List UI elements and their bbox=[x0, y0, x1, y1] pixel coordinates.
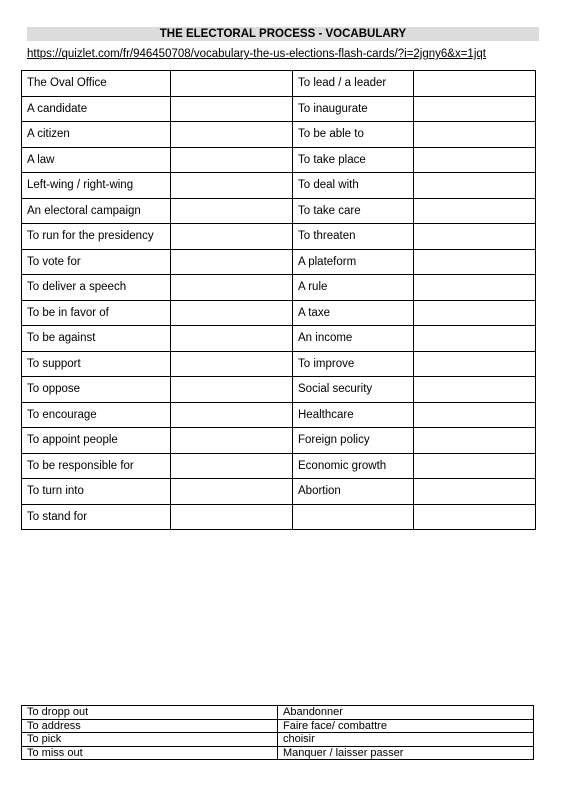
page-title: THE ELECTORAL PROCESS - VOCABULARY bbox=[27, 27, 539, 41]
term-cell: A citizen bbox=[22, 122, 171, 148]
extra-vocabulary-table bbox=[21, 705, 534, 760]
translation-blank-cell[interactable] bbox=[171, 173, 293, 199]
table-row bbox=[22, 706, 534, 720]
term-cell: To be in favor of bbox=[22, 300, 171, 326]
translation-blank-cell[interactable] bbox=[171, 122, 293, 148]
table-row bbox=[22, 275, 536, 301]
term-cell: To turn into bbox=[22, 479, 171, 505]
table-row bbox=[22, 479, 536, 505]
translation-blank-cell[interactable] bbox=[171, 71, 293, 97]
table-row bbox=[22, 326, 536, 352]
translation-blank-cell[interactable] bbox=[171, 249, 293, 275]
translation-blank-cell[interactable] bbox=[414, 224, 536, 250]
table-row bbox=[22, 733, 534, 747]
term-cell: An income bbox=[293, 326, 414, 352]
translation-blank-cell[interactable] bbox=[414, 326, 536, 352]
term-cell: Social security bbox=[293, 377, 414, 403]
translation-blank-cell[interactable] bbox=[414, 428, 536, 454]
translation-blank-cell[interactable] bbox=[414, 147, 536, 173]
table-row bbox=[22, 402, 536, 428]
table-row bbox=[22, 428, 536, 454]
translation-blank-cell[interactable] bbox=[171, 96, 293, 122]
translation-blank-cell[interactable] bbox=[414, 402, 536, 428]
translation-blank-cell[interactable] bbox=[171, 224, 293, 250]
french-translation-cell: choisir bbox=[278, 733, 534, 747]
term-cell: To be against bbox=[22, 326, 171, 352]
term-cell: Healthcare bbox=[293, 402, 414, 428]
term-cell: A law bbox=[22, 147, 171, 173]
english-term-cell: To miss out bbox=[22, 746, 278, 760]
term-cell: To stand for bbox=[22, 504, 171, 530]
translation-blank-cell[interactable] bbox=[414, 377, 536, 403]
vocabulary-table bbox=[21, 70, 536, 530]
term-cell: To encourage bbox=[22, 402, 171, 428]
translation-blank-cell[interactable] bbox=[171, 326, 293, 352]
table-row bbox=[22, 249, 536, 275]
term-cell: To vote for bbox=[22, 249, 171, 275]
quizlet-link[interactable]: https://quizlet.com/fr/946450708/vocabulary-the-us-elections-flash-cards/?i=2jgny6&x=1jqt bbox=[27, 48, 486, 60]
translation-blank-cell[interactable] bbox=[414, 504, 536, 530]
translation-blank-cell[interactable] bbox=[171, 351, 293, 377]
translation-blank-cell[interactable] bbox=[414, 122, 536, 148]
term-cell: A rule bbox=[293, 275, 414, 301]
translation-blank-cell[interactable] bbox=[414, 275, 536, 301]
table-row bbox=[22, 746, 534, 760]
table-row bbox=[22, 147, 536, 173]
term-cell: To take place bbox=[293, 147, 414, 173]
table-row bbox=[22, 122, 536, 148]
table-row bbox=[22, 351, 536, 377]
term-cell: To be able to bbox=[293, 122, 414, 148]
term-cell: To threaten bbox=[293, 224, 414, 250]
table-row bbox=[22, 224, 536, 250]
translation-blank-cell[interactable] bbox=[414, 249, 536, 275]
translation-blank-cell[interactable] bbox=[414, 300, 536, 326]
term-cell: To deliver a speech bbox=[22, 275, 171, 301]
translation-blank-cell[interactable] bbox=[414, 479, 536, 505]
term-cell: A plateform bbox=[293, 249, 414, 275]
translation-blank-cell[interactable] bbox=[171, 428, 293, 454]
term-cell: Foreign policy bbox=[293, 428, 414, 454]
term-cell: To deal with bbox=[293, 173, 414, 199]
term-cell: To run for the presidency bbox=[22, 224, 171, 250]
translation-blank-cell[interactable] bbox=[171, 453, 293, 479]
translation-blank-cell[interactable] bbox=[171, 198, 293, 224]
term-cell: Abortion bbox=[293, 479, 414, 505]
term-cell: An electoral campaign bbox=[22, 198, 171, 224]
table-row bbox=[22, 71, 536, 97]
translation-blank-cell[interactable] bbox=[414, 96, 536, 122]
table-row bbox=[22, 300, 536, 326]
term-cell: Economic growth bbox=[293, 453, 414, 479]
translation-blank-cell[interactable] bbox=[414, 453, 536, 479]
translation-blank-cell[interactable] bbox=[171, 300, 293, 326]
table-row bbox=[22, 453, 536, 479]
translation-blank-cell[interactable] bbox=[414, 198, 536, 224]
translation-blank-cell[interactable] bbox=[171, 275, 293, 301]
table-row bbox=[22, 198, 536, 224]
translation-blank-cell[interactable] bbox=[171, 479, 293, 505]
translation-blank-cell[interactable] bbox=[414, 351, 536, 377]
term-cell: To oppose bbox=[22, 377, 171, 403]
french-translation-cell: Abandonner bbox=[278, 706, 534, 720]
translation-blank-cell[interactable] bbox=[414, 173, 536, 199]
french-translation-cell: Faire face/ combattre bbox=[278, 719, 534, 733]
term-cell: To inaugurate bbox=[293, 96, 414, 122]
english-term-cell: To dropp out bbox=[22, 706, 278, 720]
term-cell: The Oval Office bbox=[22, 71, 171, 97]
term-cell: To lead / a leader bbox=[293, 71, 414, 97]
translation-blank-cell[interactable] bbox=[414, 71, 536, 97]
term-cell: To be responsible for bbox=[22, 453, 171, 479]
table-row bbox=[22, 96, 536, 122]
term-cell: To improve bbox=[293, 351, 414, 377]
term-cell bbox=[293, 504, 414, 530]
table-row bbox=[22, 377, 536, 403]
translation-blank-cell[interactable] bbox=[171, 504, 293, 530]
term-cell: To support bbox=[22, 351, 171, 377]
translation-blank-cell[interactable] bbox=[171, 377, 293, 403]
term-cell: To take care bbox=[293, 198, 414, 224]
english-term-cell: To pick bbox=[22, 733, 278, 747]
term-cell: A candidate bbox=[22, 96, 171, 122]
translation-blank-cell[interactable] bbox=[171, 147, 293, 173]
english-term-cell: To address bbox=[22, 719, 278, 733]
term-cell: To appoint people bbox=[22, 428, 171, 454]
table-row bbox=[22, 504, 536, 530]
term-cell: Left-wing / right-wing bbox=[22, 173, 171, 199]
table-row bbox=[22, 173, 536, 199]
table-row bbox=[22, 719, 534, 733]
term-cell: A taxe bbox=[293, 300, 414, 326]
french-translation-cell: Manquer / laisser passer bbox=[278, 746, 534, 760]
translation-blank-cell[interactable] bbox=[171, 402, 293, 428]
